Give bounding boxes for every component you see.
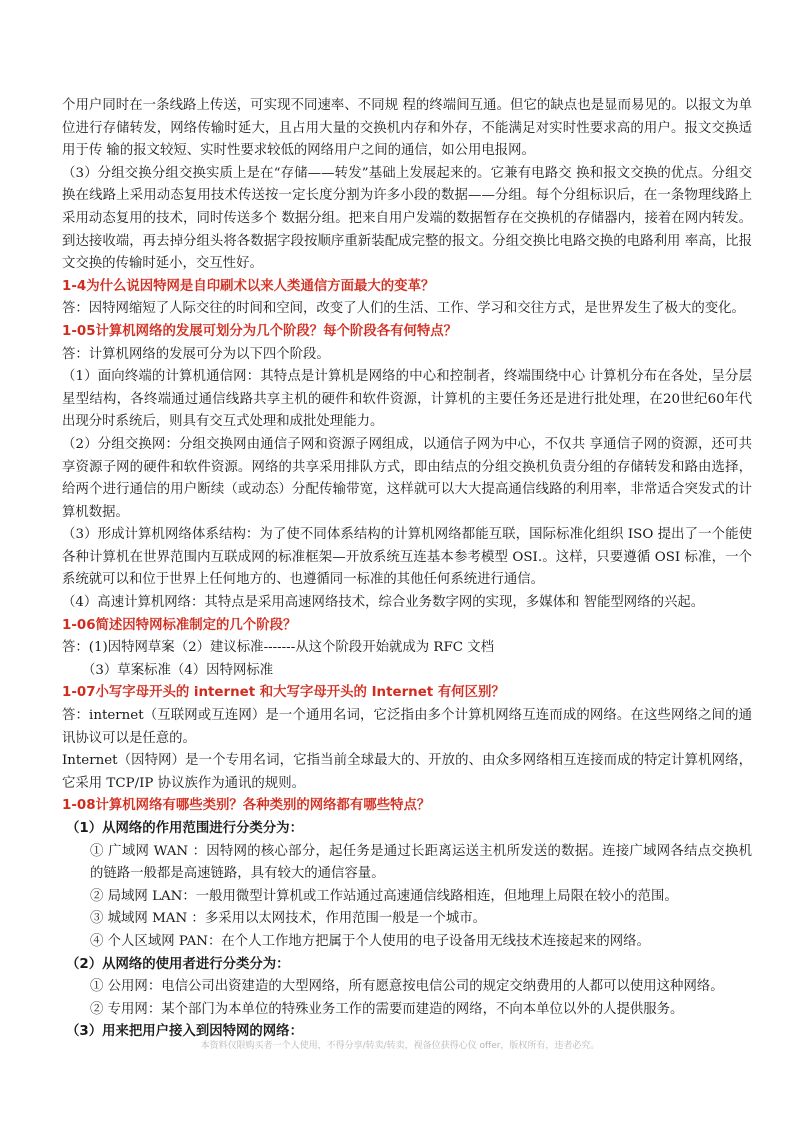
question-1-08: 1-08计算机网络有哪些类别？各种类别的网络都有哪些特点？ [62,798,431,814]
list-item-private-network: ② 专用网：某个部门为本单位的特殊业务工作的需要而建造的网络，不向本单位以外的人提供服务。 [90,1001,684,1017]
answer-1-07-Internet: Internet（因特网）是一个专用名词，它指当前全球最大的、开放的、由众多网络相互连接而成的特定计算机网络，它采用 TCP/IP 协议族作为通讯的规则。 [62,753,752,791]
answer-1-05-intro: 答：计算机网络的发展可分为以下四个阶段。 [62,346,330,362]
subheading-scope: （1）从网络的作用范围进行分类分为： [66,821,303,836]
answer-1-07-internet: 答：internet（互联网或互连网）是一个通用名词，它泛指由多个计算机网络互连而成的网络。在这些网络之间的通讯协议可以是任意的。 [62,708,752,746]
list-item-man: ③ 城域网 MAN ：多采用以太网技术，作用范围一般是一个城市。 [90,911,487,927]
document-body [62,95,752,1044]
question-1-06: 1-06简述因特网标准制定的几个阶段？ [62,617,297,633]
copyright-footer: 本资料仅限购买者一个人使用，不得分享/转卖/转卖，视备位获得心仪 offer，版权所有，违者必究。 [200,1041,600,1051]
list-item-pan: ④ 个人区域网 PAN：在个人工作地方把属于个人使用的电子设备用无线技术连接起来的网络。 [90,933,650,949]
answer-1-4: 答：因特网缩短了人际交往的时间和空间，改变了人们的生活、工作、学习和交往方式，是世界发生了极大的变化。 [62,301,745,317]
paragraph-message-switching-end: 个用户同时在一条线路上传送，可实现不同速率、不同规 程的终端间互通。但它的缺点也是显而易见的。以报文为单位进行存储转发，网络传输时延大，且占用大量的交换机内存和外存，不能满足对实时性要求高的用户。报文交换适用于传 输的报文较短、实时性要求较低的网络用户之间的通信，如公用电报网。 [62,98,752,159]
subheading-users: （2）从网络的使用者进行分类分为： [66,956,290,972]
answer-1-05-stage-2: （2）分组交换网：分组交换网由通信子网和资源子网组成，以通信子网为中心，不仅共 享通信子网的资源，还可共享资源子网的硬件和软件资源。网络的共享采用排队方式，即由结点的分组交换机负责分组的存储转发和路由选择，给两个进行通信的用户断续（或动态）分配传输带宽，这样就可以大大提高通信线路的利用率，非常适合突发式的计算机数据。 [62,436,752,520]
question-1-4: 1-4为什么说因特网是自印刷术以来人类通信方面最大的变革？ [62,278,435,294]
question-1-05: 1-05计算机网络的发展可划分为几个阶段？每个阶段各有何特点？ [62,323,458,339]
answer-1-05-stage-3: （3）形成计算机网络体系结构：为了使不同体系结构的计算机网络都能互联，国际标准化组织 ISO 提出了一个能使各种计算机在世界范围内互联成网的标准框架—开放系统互连基本参考模型 OSI.。这样，只要遵循 OSI 标准，一个系统就可以和位于世界上任何地方的、也遵循同一标准的其他任何系统进行通信。 [62,527,752,588]
list-item-wan: ① 广域网 WAN ：因特网的核心部分，起任务是通过长距离运送主机所发送的数据。连接广域网各结点交换机的链路一般都是高速链路，具有较大的通信容量。 [90,843,752,882]
answer-1-06-line-2: （3）草案标准（4）因特网标准 [82,662,274,678]
list-item-lan: ② 局域网 LAN：一般用微型计算机或工作站通过高速通信线路相连，但地理上局限在较小的范围。 [90,888,678,904]
question-1-07: 1-07小写字母开头的 internet 和大写字母开头的 Internet 有何区别？ [62,685,505,701]
answer-1-06-line-1: 答：(1)因特网草案（2）建议标准-------从这个阶段开始就成为 RFC 文档 [62,640,495,656]
answer-1-05-stage-4: （4）高速计算机网络：其特点是采用高速网络技术，综合业务数字网的实现，多媒体和 智能型网络的兴起。 [62,595,705,611]
list-item-public-network: ① 公用网：电信公司出资建造的大型网络，所有愿意按电信公司的规定交纳费用的人都可以使用这种网络。 [90,979,724,995]
paragraph-packet-switching: （3）分组交换分组交换实质上是在“存储——转发”基础上发展起来的。它兼有电路交 换和报文交换的优点。分组交换在线路上采用动态复用技术传送按一定长度分割为许多小段的数据——分组。每个分组标识后，在一条物理线路上采用动态复用的技术，同时传送多个 数据分组。把来自用户发端的数据暂存在交换机的存储器内，接着在网内转发。到达接收端，再去掉分组头将各数据字段按顺序重新装配成完整的报文。分组交换比电路交换的电路利用 率高，比报文交换的传输时延小，交互性好。 [62,165,752,272]
answer-1-05-stage-1: （1）面向终端的计算机通信网：其特点是计算机是网络的中心和控制者，终端围绕中心 计算机分布在各处，呈分层星型结构，各终端通过通信线路共享主机的硬件和软件资源，计算机的主要任务还是进行批处理，在20世纪60年代出现分时系统后，则具有交互式处理和成批处理能力。 [62,369,752,430]
subheading-access: （3）用来把用户接入到因特网的网络： [66,1024,303,1040]
